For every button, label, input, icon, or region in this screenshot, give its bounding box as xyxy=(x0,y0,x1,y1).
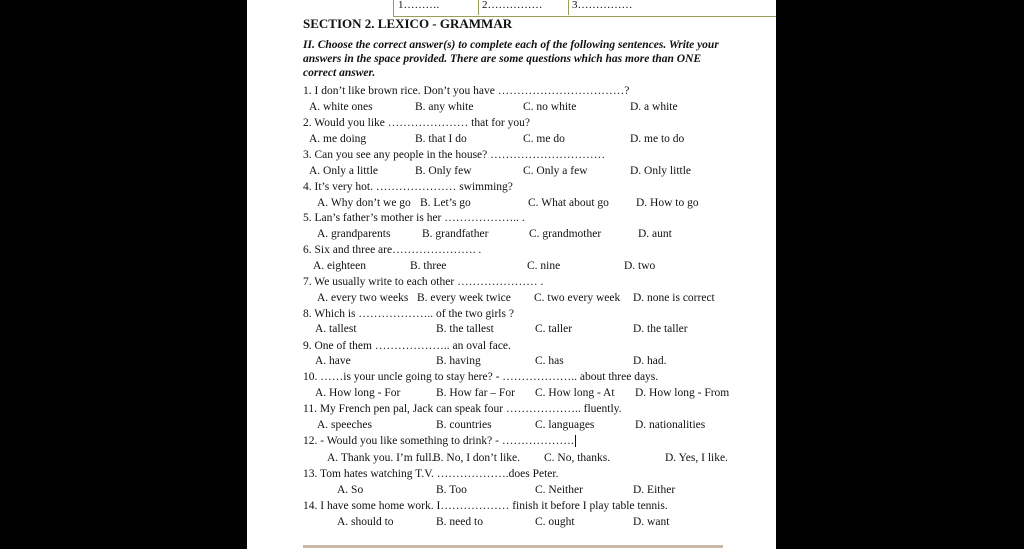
answer-option[interactable]: D. none is correct xyxy=(633,292,715,304)
answer-option[interactable]: A. grandparents xyxy=(317,228,391,240)
text-cursor xyxy=(575,435,576,447)
answer-option[interactable]: C. nine xyxy=(527,260,561,272)
answer-option[interactable]: C. two every week xyxy=(534,292,621,304)
question-text: 11. My French pen pal, Jack can speak four ……………….. fluently. xyxy=(303,403,622,415)
bottom-rule xyxy=(303,545,723,548)
answer-option[interactable]: B. grandfather xyxy=(422,228,489,240)
question-text: 12. - Would you like something to drink? - ………………. xyxy=(303,435,574,447)
answer-option[interactable]: A. Only a little xyxy=(309,165,378,177)
question-text: 14. I have some home work. I……………… finish it before I play table tennis. xyxy=(303,500,668,512)
answer-option[interactable]: C. How long - At xyxy=(535,387,615,399)
question-text: 2. Would you like ………………… that for you? xyxy=(303,117,530,129)
answer-option[interactable]: D. How long - From xyxy=(635,387,730,399)
answer-option[interactable]: A. me doing xyxy=(309,133,367,145)
instruction-line: II. Choose the correct answer(s) to complete each of the following sentences. Write your xyxy=(303,39,719,51)
answer-option[interactable]: A. How long - For xyxy=(315,387,401,399)
worksheet-page xyxy=(247,0,776,549)
answer-option[interactable]: B. every week twice xyxy=(417,292,511,304)
question-text: 9. One of them ……………….. an oval face. xyxy=(303,340,511,352)
answer-option[interactable]: C. What about go xyxy=(528,197,609,209)
question-text: 1. I don’t like brown rice. Don’t you have ……………………………? xyxy=(303,85,630,97)
answer-option[interactable]: D. want xyxy=(633,516,670,528)
header-cell: 2…………… xyxy=(482,0,543,11)
answer-option[interactable]: A. So xyxy=(337,484,364,496)
answer-option[interactable]: D. me to do xyxy=(630,133,685,145)
answer-option[interactable]: A. Thank you. I’m full. xyxy=(327,452,435,464)
answer-option[interactable]: B. need to xyxy=(436,516,483,528)
answer-option[interactable]: B. that I do xyxy=(415,133,467,145)
answer-option[interactable]: C. languages xyxy=(535,419,595,431)
answer-option[interactable]: B. three xyxy=(410,260,447,272)
answer-option[interactable]: C. No, thanks. xyxy=(544,452,611,464)
answer-option[interactable]: C. me do xyxy=(523,133,565,145)
answer-option[interactable]: C. taller xyxy=(535,323,573,335)
answer-option[interactable]: B. the tallest xyxy=(436,323,494,335)
question-text: 10. ……is your uncle going to stay here? - ……………….. about three days. xyxy=(303,371,659,383)
answer-option[interactable]: B. having xyxy=(436,355,481,367)
answer-option[interactable]: A. eighteen xyxy=(313,260,367,272)
answer-option[interactable]: C. has xyxy=(535,355,564,367)
answer-option[interactable]: A. every two weeks xyxy=(317,292,409,304)
question-text: 6. Six and three are…………………. . xyxy=(303,244,482,256)
answer-option[interactable]: B. Too xyxy=(436,484,467,496)
answer-option[interactable]: B. countries xyxy=(436,419,492,431)
instruction-line: correct answer. xyxy=(303,67,376,79)
answer-option[interactable]: A. white ones xyxy=(309,101,373,113)
answer-header-table xyxy=(393,0,776,17)
question-text: 5. Lan’s father’s mother is her ……………….. . xyxy=(303,212,525,224)
answer-option[interactable]: C. Neither xyxy=(535,484,583,496)
answer-option[interactable]: D. Either xyxy=(633,484,676,496)
section-title: SECTION 2. LEXICO - GRAMMAR xyxy=(303,16,513,31)
answer-option[interactable]: D. aunt xyxy=(638,228,672,240)
answer-option[interactable]: A. Why don’t we go xyxy=(317,197,411,209)
answer-option[interactable]: B. Only few xyxy=(415,165,472,177)
answer-option[interactable]: D. How to go xyxy=(636,197,699,209)
header-cell: 1………. xyxy=(398,0,440,11)
question-text: 3. Can you see any people in the house? ………………………… xyxy=(303,149,606,161)
instruction-line: answers in the space provided. There are some questions which has more than ONE xyxy=(303,53,702,65)
answer-option[interactable]: D. nationalities xyxy=(635,419,706,431)
answer-option[interactable]: B. How far – For xyxy=(436,387,515,399)
answer-option[interactable]: C. Only a few xyxy=(523,165,588,177)
answer-option[interactable]: D. the taller xyxy=(633,323,688,335)
answer-option[interactable]: A. have xyxy=(315,355,351,367)
question-text: 7. We usually write to each other ………………… . xyxy=(303,276,544,288)
answer-option[interactable]: C. no white xyxy=(523,101,577,113)
answer-option[interactable]: B. No, I don’t like. xyxy=(433,452,520,464)
question-text: 8. Which is ……………….. of the two girls ? xyxy=(303,308,514,320)
answer-option[interactable]: B. Let’s go xyxy=(420,197,471,209)
answer-option[interactable]: D. had. xyxy=(633,355,667,367)
answer-option[interactable]: D. Only little xyxy=(630,165,692,177)
question-text: 4. It’s very hot. ………………… swimming? xyxy=(303,181,513,193)
answer-option[interactable]: A. tallest xyxy=(315,323,357,335)
answer-option[interactable]: C. ought xyxy=(535,516,575,528)
answer-option[interactable]: D. two xyxy=(624,260,656,272)
header-cell: 3…………… xyxy=(572,0,633,11)
answer-option[interactable]: B. any white xyxy=(415,101,474,113)
answer-option[interactable]: D. a white xyxy=(630,101,678,113)
answer-option[interactable]: D. Yes, I like. xyxy=(665,452,728,464)
answer-option[interactable]: A. should to xyxy=(337,516,394,528)
answer-option[interactable]: C. grandmother xyxy=(529,228,602,240)
question-text: 13. Tom hates watching T.V. ……………….does Peter. xyxy=(303,468,559,480)
answer-option[interactable]: A. speeches xyxy=(317,419,372,431)
